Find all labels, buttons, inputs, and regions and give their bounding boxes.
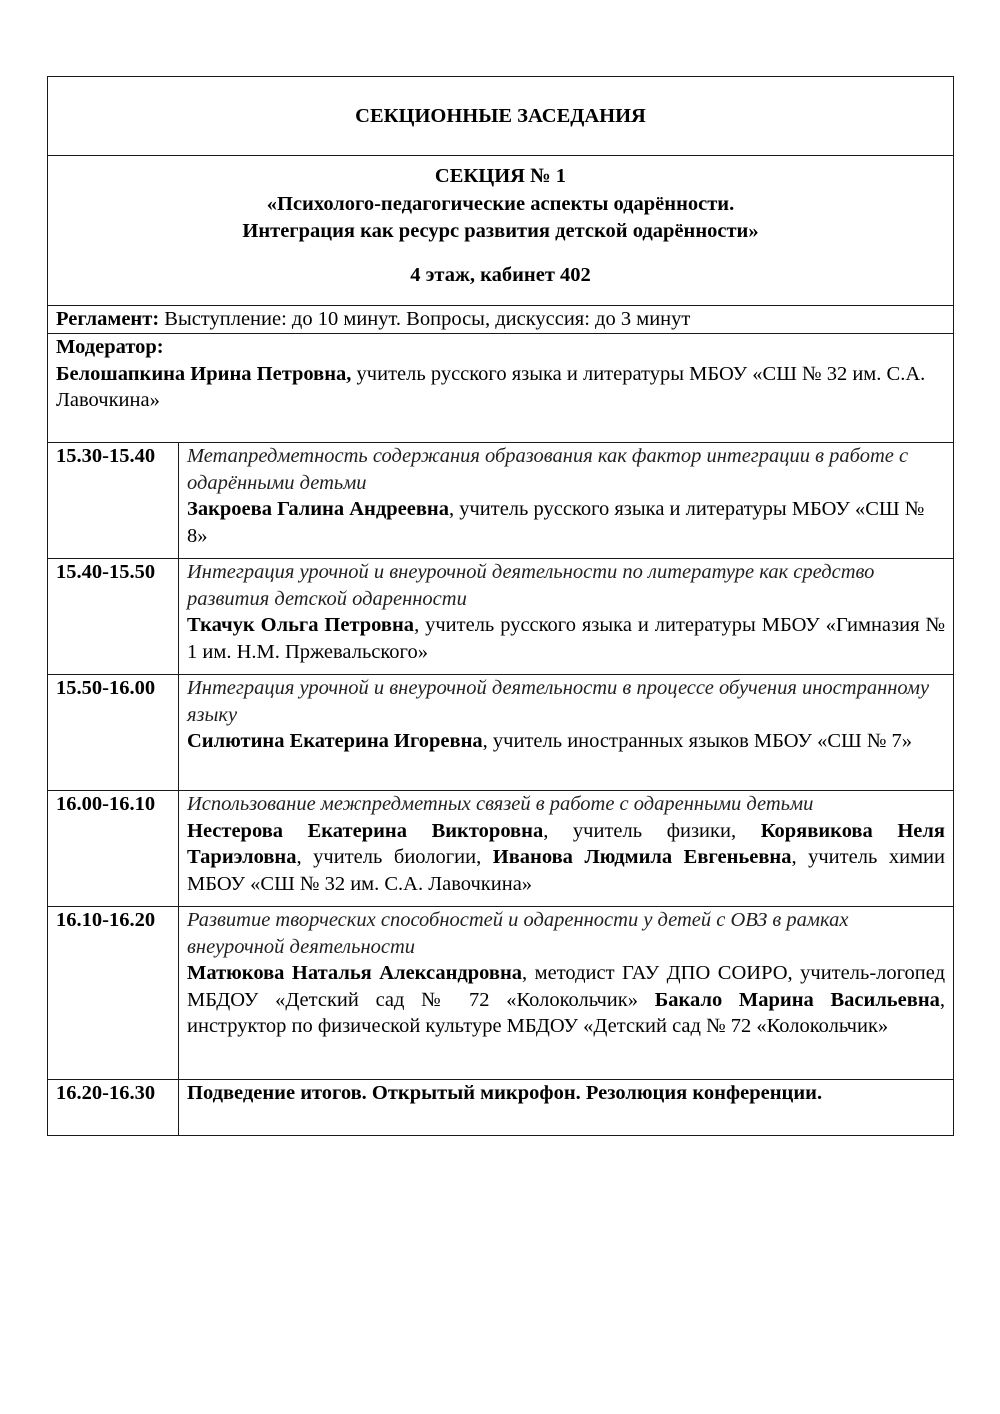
speaker-name: Ткачук Ольга Петровна xyxy=(187,614,415,636)
schedule-row xyxy=(48,559,954,675)
talk-cell xyxy=(179,443,954,559)
section-theme-line1: «Психолого-педагогические аспекты одарённости. xyxy=(266,192,735,215)
schedule-row xyxy=(48,791,954,907)
talk-cell xyxy=(179,791,954,907)
speaker-name: Закроева Галина Андреевна xyxy=(187,498,449,520)
time-slot: 15.50-16.00 xyxy=(48,675,179,791)
speaker-info: , учитель физики, xyxy=(543,819,761,842)
speaker-info: , учитель химии МБОУ «СШ № 32 им. С.А. Лавочкина» xyxy=(187,846,945,895)
talk-cell xyxy=(179,675,954,791)
schedule-row xyxy=(48,443,954,559)
title-row xyxy=(48,77,954,156)
talk-cell xyxy=(179,907,954,1080)
speaker-name: Матюкова Наталья Александровна xyxy=(187,962,523,984)
speaker-info: , учитель русского языка и литературы МБОУ «СШ № 8» xyxy=(187,498,925,547)
time-slot: 16.20-16.30 xyxy=(48,1080,179,1136)
talk-topic: Интеграция урочной и внеурочной деятельности в процессе обучения иностранному языку xyxy=(187,677,930,726)
speaker-name: Нестерова Екатерина Викторовна xyxy=(187,819,544,842)
time-slot: 15.40-15.50 xyxy=(48,559,179,675)
speaker-info: , методист ГАУ ДПО СОИРО, учитель-логопед МБДОУ «Детский сад № 72 «Колокольчик» xyxy=(187,962,945,1011)
talk-topic: Использование межпредметных связей в работе с одаренными детьми xyxy=(187,793,814,815)
time-slot: 16.00-16.10 xyxy=(48,791,179,907)
speaker-info: , учитель русского языка и литературы МБОУ «Гимназия № 1 им. Н.М. Пржевальского» xyxy=(187,614,945,663)
program-table xyxy=(47,76,954,1136)
moderator-cell xyxy=(48,334,954,443)
regulation-label: Регламент: xyxy=(56,308,160,330)
schedule-row xyxy=(48,675,954,791)
moderator-label: Модератор: xyxy=(56,336,164,358)
talk-topic: Развитие творческих способностей и одаренности у детей с ОВЗ в рамках внеурочной деятельности xyxy=(187,909,849,958)
section-row xyxy=(48,156,954,306)
speaker-name: Корявикова Неля Тариэловна xyxy=(187,819,945,868)
speaker-info: , учитель иностранных языков МБОУ «СШ № 7» xyxy=(482,730,913,752)
speaker-name: Иванова Людмила Евгеньевна xyxy=(492,846,792,868)
section-number: СЕКЦИЯ № 1 xyxy=(434,165,567,187)
moderator-row xyxy=(48,334,954,443)
section-heading xyxy=(48,156,954,306)
schedule-row xyxy=(48,907,954,1080)
speaker-info: , учитель биологии, xyxy=(296,846,493,868)
regulation-cell xyxy=(48,306,954,334)
time-slot: 16.10-16.20 xyxy=(48,907,179,1080)
moderator-text: учитель русского языка и литературы МБОУ «СШ № 32 им. С.А. Лавочкина» xyxy=(56,362,926,411)
talk-topic: Метапредметность содержания образования как фактор интеграции в работе с одарёнными детьми xyxy=(187,445,909,494)
talk-topic: Интеграция урочной и внеурочной деятельности по литературе как средство развития детской одаренности xyxy=(187,561,875,610)
speaker-name: Бакало Марина Васильевна xyxy=(654,988,940,1011)
time-slot: 15.30-15.40 xyxy=(48,443,179,559)
moderator-name: Белошапкина Ирина Петровна, xyxy=(56,362,352,385)
speaker-info: , инструктор по физической культуре МБДОУ «Детский сад № 72 «Колокольчик» xyxy=(187,988,946,1037)
regulation-row xyxy=(48,306,954,334)
regulation-text: Выступление: до 10 минут. Вопросы, дискуссия: до 3 минут xyxy=(159,308,691,330)
talk-cell xyxy=(179,559,954,675)
section-location: 4 этаж, кабинет 402 xyxy=(410,263,591,286)
page-title: СЕКЦИОННЫЕ ЗАСЕДАНИЯ xyxy=(48,77,954,156)
speaker-name: Силютина Екатерина Игоревна xyxy=(187,730,483,752)
section-theme-line2: Интеграция как ресурс развития детской одарённости» xyxy=(242,220,759,242)
schedule-row xyxy=(48,1080,954,1136)
closing-session: Подведение итогов. Открытый микрофон. Резолюция конференции. xyxy=(179,1080,954,1136)
